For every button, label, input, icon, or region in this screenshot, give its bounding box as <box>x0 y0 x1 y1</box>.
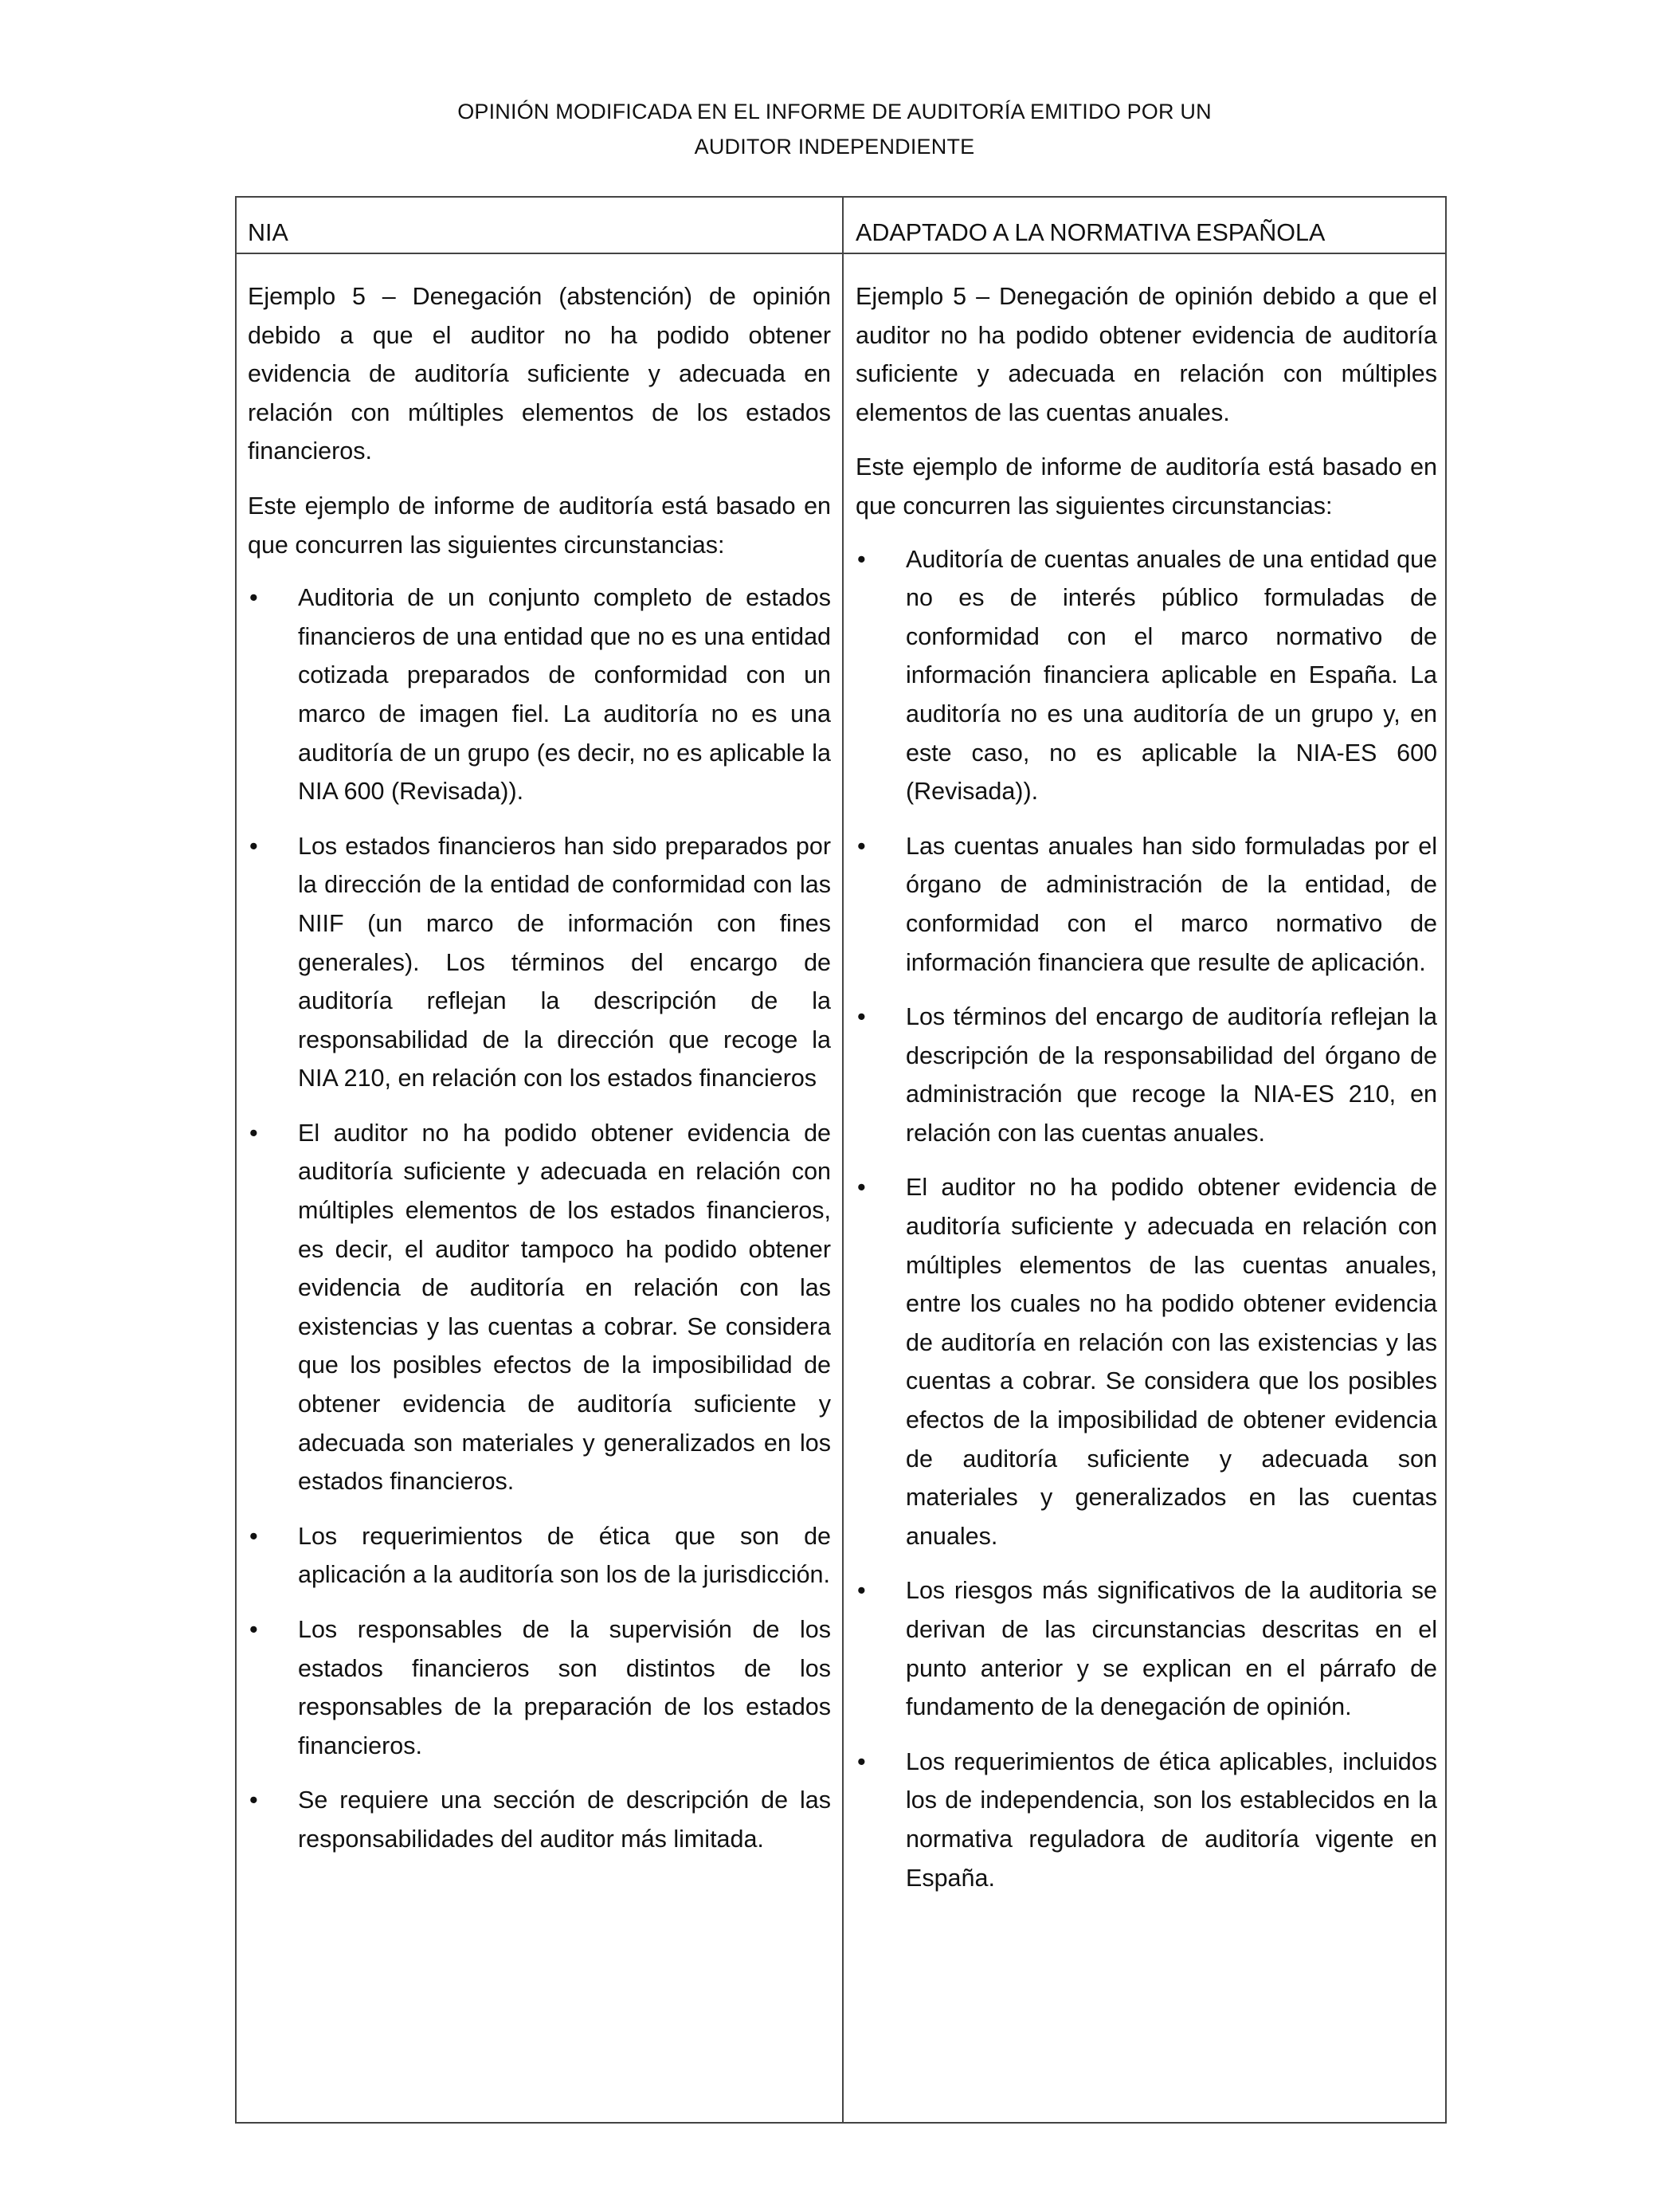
nia-circumstances-list <box>248 578 831 1858</box>
bullet-icon: • <box>249 1616 258 1643</box>
spanish-column-body <box>856 277 1437 1913</box>
list-item-text: Los estados financieros han sido preparados por la dirección de la entidad de conformidad con las NIIF (un marco de información con fines generales). Los términos del encargo de auditoría reflejan la descripción de la responsabilidad de la dirección que recoge la NIA 210, en relación con los estados financieros <box>298 832 831 1092</box>
list-item <box>248 1781 831 1858</box>
list-item <box>248 1610 831 1765</box>
bullet-icon: • <box>857 1174 866 1202</box>
column-divider <box>842 198 844 2122</box>
title-line-1: OPINIÓN MODIFICADA EN EL INFORME DE AUDITORÍA EMITIDO POR UN <box>457 100 1212 124</box>
bullet-icon: • <box>249 1786 258 1814</box>
list-item <box>856 998 1437 1152</box>
bullet-icon: • <box>857 545 866 573</box>
nia-column-header: NIA <box>248 219 288 246</box>
list-item-text: Los responsables de la supervisión de los estados financieros son distintos de los responsables de la preparación de los estados financieros. <box>298 1616 831 1759</box>
list-item-text: Los requerimientos de ética aplicables, incluidos los de independencia, son los establecidos en la normativa reguladora de auditoría vigente en España. <box>906 1747 1437 1892</box>
header-divider <box>237 253 1445 254</box>
list-item <box>248 827 831 1098</box>
list-item-text: El auditor no ha podido obtener evidencia de auditoría suficiente y adecuada en relación con múltiples elementos de los estados financieros, es decir, el auditor tampoco ha podido obtener evidencia de auditoría en relación con las existencias y las cuentas a cobrar. Se considera que los posibles efectos de la imposibilidad de obtener evidencia de auditoría suficiente y adecuada son materiales y generalizados en los estados financieros. <box>298 1119 831 1496</box>
list-item-text: Los requerimientos de ética que son de aplicación a la auditoría son los de la jurisdicción. <box>298 1522 831 1589</box>
nia-example-title: Ejemplo 5 – Denegación (abstención) de opinión debido a que el auditor no ha podido obtener evidencia de auditoría suficiente y adecuada en relación con múltiples elementos de los estados financieros. <box>248 283 831 465</box>
list-item <box>856 1571 1437 1726</box>
document-title <box>0 94 1669 164</box>
list-item <box>856 1743 1437 1897</box>
list-item <box>856 540 1437 811</box>
comparison-table <box>235 196 1447 2124</box>
bullet-icon: • <box>857 1003 866 1031</box>
list-item-text: Se requiere una sección de descripción de las responsabilidades del auditor más limitada. <box>298 1786 831 1853</box>
spanish-intro: Este ejemplo de informe de auditoría está basado en que concurren las siguientes circunstancias: <box>856 453 1437 520</box>
title-line-2: AUDITOR INDEPENDIENTE <box>694 135 975 159</box>
spanish-example-title: Ejemplo 5 – Denegación de opinión debido a que el auditor no ha podido obtener evidencia de auditoría suficiente y adecuada en relación con múltiples elementos de las cuentas anuales. <box>856 283 1437 426</box>
spanish-circumstances-list <box>856 540 1437 1898</box>
list-item-text: Auditoría de cuentas anuales de una entidad que no es de interés público formuladas de conformidad con el marco normativo de información financiera aplicable en España. La auditoría no es una auditoría de un grupo y, en este caso, no es aplicable la NIA-ES 600 (Revisada)). <box>906 545 1437 806</box>
bullet-icon: • <box>249 584 258 612</box>
list-item <box>248 578 831 811</box>
list-item <box>248 1517 831 1594</box>
bullet-icon: • <box>249 1119 258 1147</box>
bullet-icon: • <box>857 1577 866 1605</box>
nia-intro: Este ejemplo de informe de auditoría está basado en que concurren las siguientes circunstancias: <box>248 492 831 559</box>
spanish-column-header: ADAPTADO A LA NORMATIVA ESPAÑOLA <box>856 219 1326 246</box>
list-item-text: El auditor no ha podido obtener evidencia de auditoría suficiente y adecuada en relación con múltiples elementos de las cuentas anuales, entre los cuales no ha podido obtener evidencia de auditoría en relación con las existencias y las cuentas a cobrar. Se considera que los posibles efectos de la imposibilidad de obtener evidencia de auditoría suficiente y adecuada son materiales y generalizados en las cuentas anuales. <box>906 1174 1437 1550</box>
list-item-text: Auditoria de un conjunto completo de estados financieros de una entidad que no es una entidad cotizada preparados de conformidad con un marco de imagen fiel. La auditoría no es una auditoría de un grupo (es decir, no es aplicable la NIA 600 (Revisada)). <box>298 584 831 806</box>
list-item <box>856 827 1437 982</box>
list-item <box>856 1168 1437 1555</box>
list-item-text: Las cuentas anuales han sido formuladas por el órgano de administración de la entidad, de conformidad con el marco normativo de información financiera que resulte de aplicación. <box>906 832 1437 976</box>
list-item-text: Los términos del encargo de auditoría reflejan la descripción de la responsabilidad del órgano de administración que recoge la NIA-ES 210, en relación con las cuentas anuales. <box>906 1003 1437 1147</box>
bullet-icon: • <box>249 1522 258 1550</box>
list-item <box>248 1114 831 1501</box>
bullet-icon: • <box>857 832 866 860</box>
bullet-icon: • <box>857 1747 866 1775</box>
list-item-text: Los riesgos más significativos de la auditoria se derivan de las circunstancias descritas en el punto anterior y se explican en el párrafo de fundamento de la denegación de opinión. <box>906 1577 1437 1721</box>
nia-column-body <box>248 277 831 1875</box>
bullet-icon: • <box>249 832 258 860</box>
